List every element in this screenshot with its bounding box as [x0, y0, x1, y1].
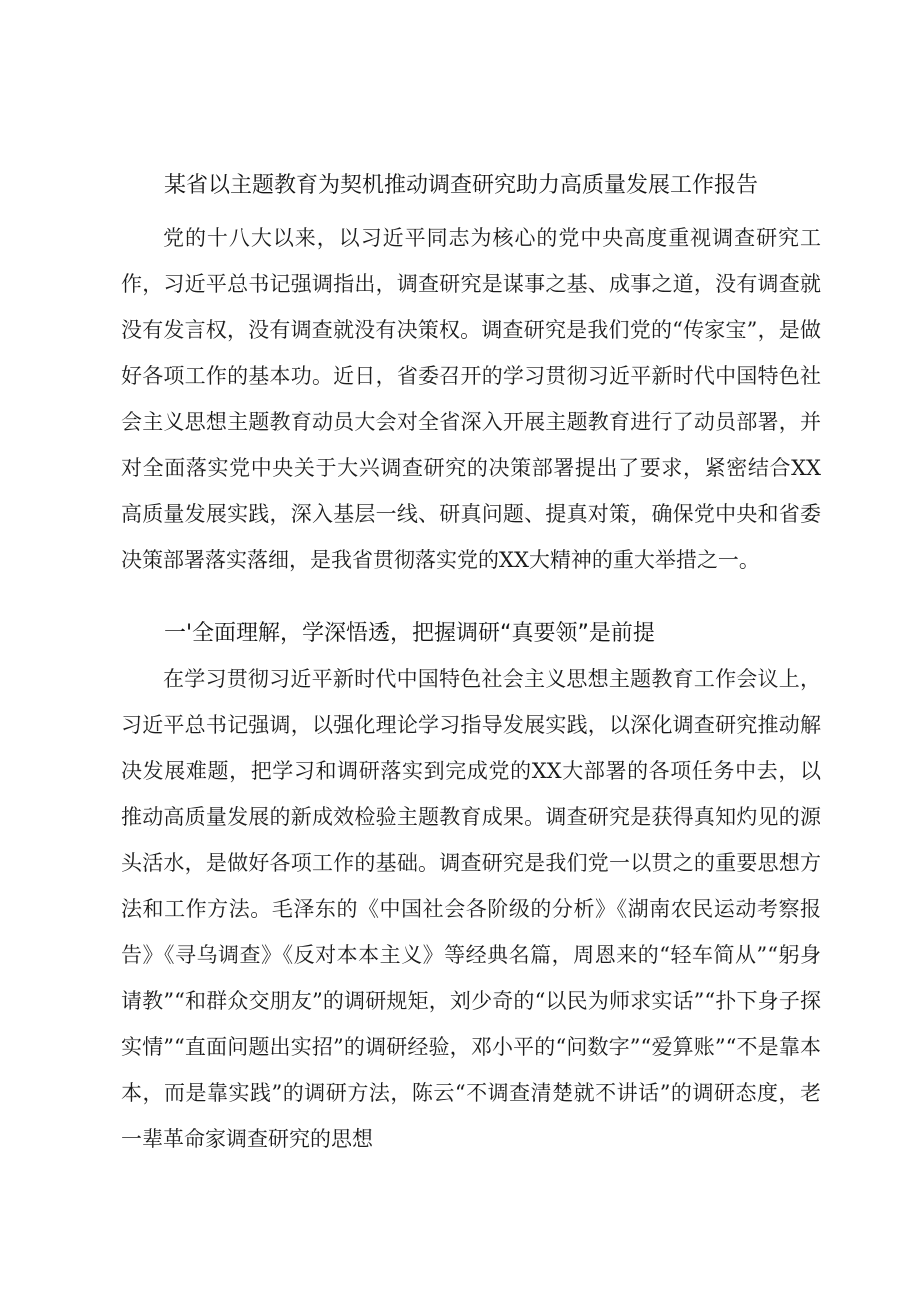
body-paragraph: 党的十八大以来，以习近平同志为核心的党中央高度重视调查研究工作，习近平总书记强调指出，调查研究是谋事之基、成事之道，没有调查就没有发言权，没有调查就没有决策权。调查研究是我们党的“传家宝”，是做好各项工作的基本功。近日，省委召开的学习贯彻习近平新时代中国特色社会主义思想主题教育动员大会对全省深入开展主题教育进行了动员部署，并对全面落实党中央关于大兴调查研究的决策部署提出了要求，紧密结合XX高质量发展实践，深入基层一线、研真问题、提真对策，确保党中央和省委决策部署落实落细，是我省贯彻落实党的XX大精神的重大举措之一。 — [121, 226, 821, 572]
body-paragraph: 在学习贯彻习近平新时代中国特色社会主义思想主题教育工作会议上，习近平总书记强调，以强化理论学习指导发展实践，以深化调查研究推动解决发展难题，把学习和调研落实到完成党的XX大部署的各项任务中去，以推动高质量发展的新成效检验主题教育成果。调查研究是获得真知灼见的源头活水，是做好各项工作的基础。调查研究是我们党一以贯之的重要思想方法和工作方法。毛泽东的《中国社会各阶级的分析》《湖南农民运动考察报告》《寻乌调查》《反对本本主义》等经典名篇，周恩来的“轻车简从”“躬身请教”“和群众交朋友”的调研规矩，刘少奇的“以民为师求实话”“扑下身子探实情”“直面问题出实招”的调研经验，邓小平的“问数字”“爱算账”“不是靠本本，而是靠实践”的调研方法，陈云“不调查清楚就不讲话”的调研态度，老一辈革命家调查研究的思想 — [121, 667, 821, 1151]
document-title: 某省以主题教育为契机推动调查研究助力高质量发展工作报告 — [164, 173, 759, 198]
section-heading: 一'全面理解，学深悟透，把握调研“真要领”是前提 — [164, 621, 655, 646]
